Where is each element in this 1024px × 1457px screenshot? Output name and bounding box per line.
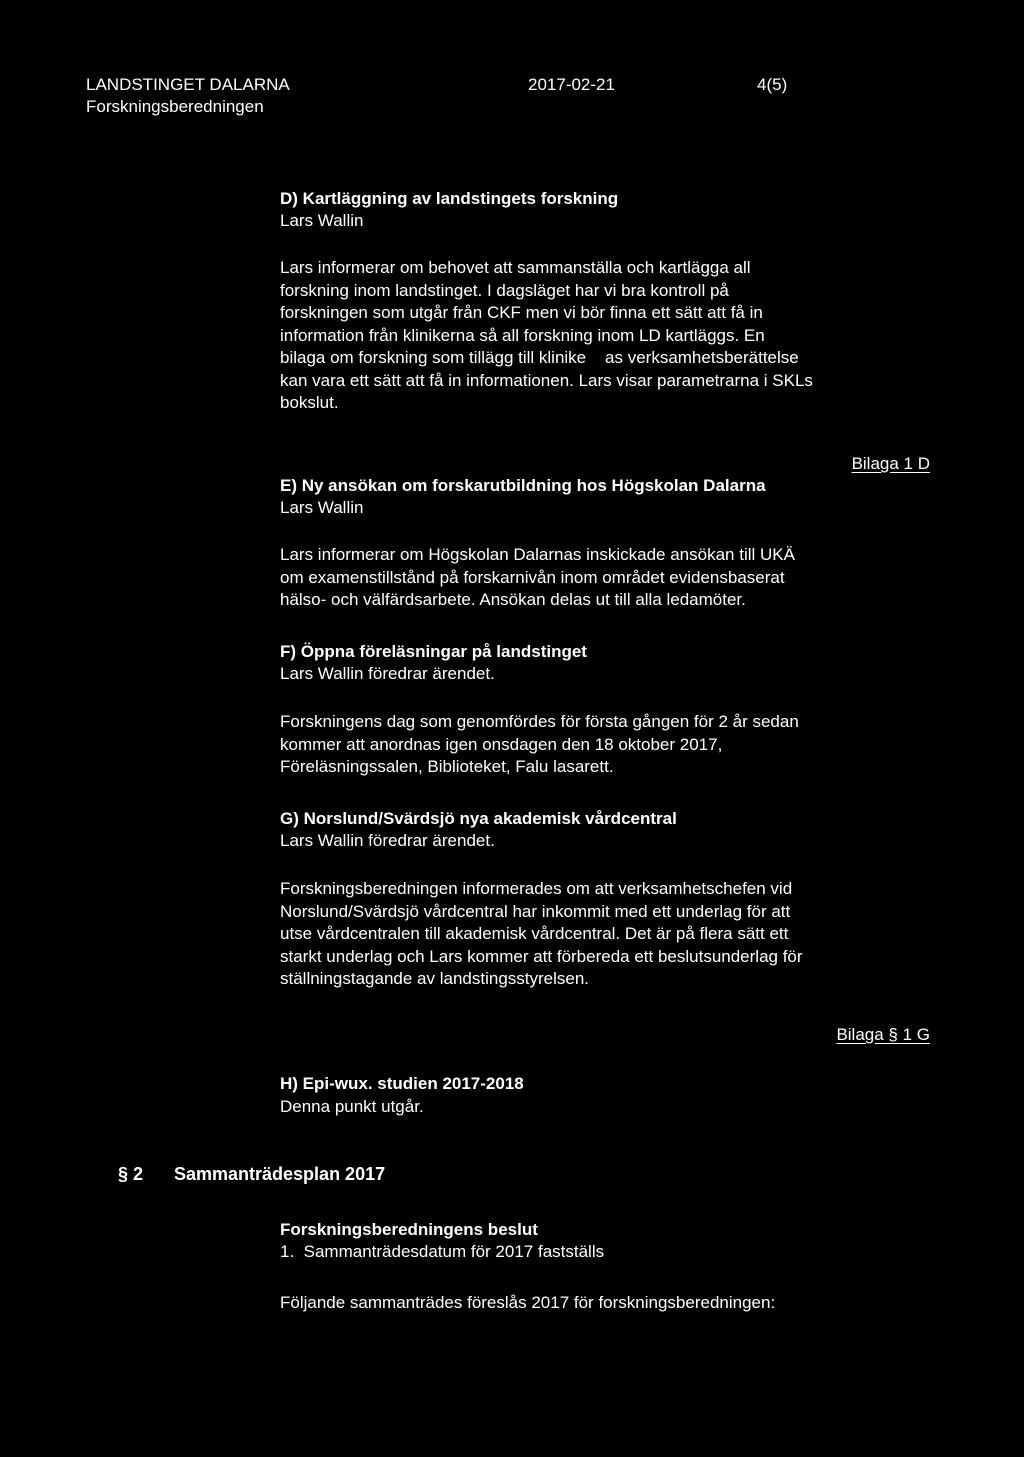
section-g-body	[280, 878, 803, 991]
section-e-body	[280, 544, 795, 612]
section-f-presenter: Lars Wallin föredrar ärendet.	[280, 664, 495, 683]
section-e-line: om examenstillstånd på forskarnivån inom området evidensbaserat	[280, 567, 785, 587]
paragraph-title: Sammanträdesplan 2017	[174, 1164, 386, 1184]
section-e-title: E) Ny ansökan om forskarutbildning hos Högskolan Dalarna	[280, 476, 766, 495]
section-d-line: bilaga om forskning som tillägg till klinike as verksamhetsberättelse	[280, 348, 799, 367]
org-name: LANDSTINGET DALARNA	[86, 75, 290, 94]
document-date: 2017-02-21	[528, 75, 615, 94]
section-g-attachment-link[interactable]: Bilaga § 1 G	[836, 1025, 930, 1044]
section-d-line: Lars informerar om behovet att sammanställa och kartlägga all	[280, 258, 751, 277]
section-f-title: F) Öppna föreläsningar på landstinget	[280, 642, 587, 661]
decision-item: 1. Sammanträdesdatum för 2017 fastställs	[280, 1242, 605, 1261]
section-e-line: hälso- och välfärdsarbete. Ansökan delas ut till alla ledamöter.	[280, 590, 746, 609]
section-f-line: Forskningens dag som genomfördes för första gången för 2 år sedan	[280, 712, 799, 731]
section-d-attachment-link[interactable]: Bilaga 1 D	[851, 454, 930, 473]
section-g-line: starkt underlag och Lars kommer att förbereda ett beslutsunderlag för	[280, 946, 803, 966]
section-d-title: D) Kartläggning av landstingets forskning	[280, 189, 619, 208]
section-f-line: kommer att anordnas igen onsdagen den 18 oktober 2017,	[280, 734, 723, 754]
section-h-title: H) Epi-wux. studien 2017-2018	[280, 1074, 524, 1093]
section-d-line: kan vara ett sätt att få in informationen. Lars visar parametrarna i SKLs	[280, 370, 813, 390]
section-g-line: ställningstagande av landstingsstyrelsen.	[280, 969, 590, 988]
section-f-line: Föreläsningssalen, Biblioteket, Falu lasarett.	[280, 757, 614, 776]
section-d-body	[280, 257, 813, 415]
section-g-line: Forskningsberedningen informerades om att verksamhetschefen vid	[280, 879, 793, 898]
closing-text: Följande sammanträdes föreslås 2017 för forskningsberedningen:	[280, 1293, 776, 1312]
section-d-line: bokslut.	[280, 393, 339, 412]
section-d-line: information från klinikerna så all forskning inom LD kartläggs. En	[280, 325, 765, 345]
department-name: Forskningsberedningen	[86, 97, 264, 116]
section-d-line: forskning inom landstinget. I dagsläget har vi bra kontroll på	[280, 280, 729, 300]
section-g-line: Norslund/Svärdsjö vårdcentral har inkommit med ett underlag för att	[280, 901, 791, 921]
decision-title: Forskningsberedningens beslut	[280, 1220, 538, 1239]
section-g-presenter: Lars Wallin föredrar ärendet.	[280, 831, 495, 850]
section-f-body	[280, 711, 799, 779]
section-g-line: utse vårdcentralen till akademisk vårdcentral. Det är på flera sätt ett	[280, 924, 789, 943]
section-e-presenter: Lars Wallin	[280, 498, 364, 517]
section-h-note: Denna punkt utgår.	[280, 1097, 424, 1116]
section-d-line: forskningen som utgår från CKF men vi bör finna ett sätt att få in	[280, 303, 763, 322]
page-number: 4(5)	[757, 75, 788, 94]
section-e-line: Lars informerar om Högskolan Dalarnas inskickade ansökan till UKÄ	[280, 545, 795, 564]
section-g-title: G) Norslund/Svärdsjö nya akademisk vårdcentral	[280, 809, 677, 828]
paragraph-symbol: § 2	[118, 1164, 144, 1184]
section-d-presenter: Lars Wallin	[280, 211, 364, 230]
